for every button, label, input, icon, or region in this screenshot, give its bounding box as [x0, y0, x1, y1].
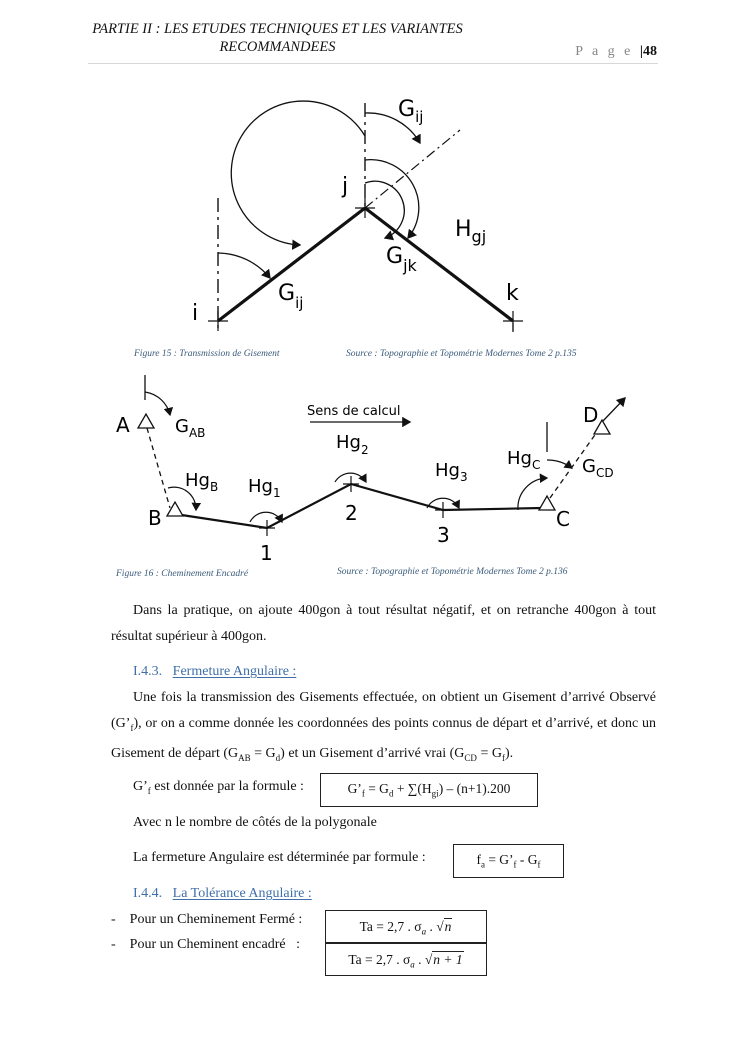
arc-inner	[365, 181, 404, 238]
label-hgb: $Hg_B$	[185, 470, 219, 494]
point-2-cross	[343, 476, 359, 492]
label-a: A	[116, 413, 130, 437]
page-label: P a g e	[575, 44, 634, 59]
arc-gij-low	[218, 253, 270, 278]
label-1: 1	[260, 541, 273, 565]
n-definition: Avec n le nombre de côtés de la polygonale	[133, 815, 377, 830]
label-hg1: $Hg_1$	[248, 476, 281, 500]
arc-gcd	[547, 460, 572, 468]
label-hgj: $H_{gj}$	[455, 217, 487, 246]
page-separator: |	[639, 44, 643, 59]
label-d: D	[583, 403, 599, 427]
bullet-encadre: - Pour un Cheminent encadré :	[111, 937, 300, 952]
header-title-line1: PARTIE II : LES ETUDES TECHNIQUES ET LES VARIANTES	[92, 21, 463, 37]
section-heading-tolerance	[133, 886, 312, 902]
arc-gjk	[365, 160, 419, 238]
label-hgc: $Hg_C$	[507, 448, 541, 472]
label-3: 3	[437, 523, 450, 547]
traverse-line	[175, 484, 542, 528]
page-indicator	[575, 44, 657, 60]
label-2: 2	[345, 501, 358, 525]
tolerance-encadre-box: Ta = 2,7 . $\sigma_a$ . √n + 1	[325, 943, 487, 976]
fermeture-intro: La fermeture Angulaire est déterminée par formule :	[133, 850, 426, 865]
label-i: i	[192, 301, 199, 326]
paragraph-fermeture: Une fois la transmission des Gisements effectuée, on obtient un Gisement d’arrivé Observé $(G’_f)$, or on a comme donnée les coordonnées des points connus de départ et d’arrivé, et donc un Gisement de départ $(G_{AB} = G_d)$ et un Gisement d’arrivé vrai $(G_{CD} = G_f)$.	[111, 690, 656, 763]
figure-15-caption: Figure 15 : Transmission de Gisement	[134, 349, 280, 359]
formula-gf-box: $G’_f = G_d + \sum(H_{gi}) - (n+1).200$	[320, 773, 538, 807]
station-c-triangle	[539, 496, 555, 510]
section-number-143: I.4.3.	[133, 664, 163, 679]
paragraph-400gon: Dans la pratique, on ajoute 400gon à tout résultat négatif, et on retranche 400gon à tout résultat supérieur à 400gon.	[111, 603, 656, 644]
figure-16-source: Source : Topographie et Topométrie Modernes Tome 2 p.136	[337, 567, 568, 577]
arc-hg1	[250, 512, 282, 522]
line-ab	[147, 428, 170, 508]
label-gij-top: $G_{ij}$	[398, 97, 424, 126]
header-title-line2: RECOMMANDEES	[219, 39, 336, 55]
arrow-d	[602, 398, 625, 422]
point-3-cross	[435, 502, 451, 518]
bullet-ferme: - Pour un Cheminement Fermé :	[111, 912, 303, 927]
section-title-144: La Tolérance Angulaire :	[172, 886, 312, 901]
label-c: C	[556, 507, 570, 531]
label-b: B	[148, 506, 162, 530]
station-a-triangle	[138, 414, 154, 428]
label-gab: $G_{AB}$	[175, 416, 206, 440]
section-heading-fermeture	[133, 664, 296, 680]
section-title-143: Fermeture Angulaire :	[172, 664, 297, 679]
tolerance-ferme-box: Ta = 2,7 . $\sigma_a$ . √n	[325, 910, 487, 943]
point-1-cross	[259, 520, 275, 536]
label-sens-de-calcul: Sens de calcul	[307, 404, 401, 419]
label-k: k	[506, 281, 519, 306]
formula-fa-box: $f_a$ = $G’_f - G_f$	[453, 844, 564, 878]
page-number: 48	[643, 44, 657, 59]
formula-intro: $G’_f$ est donnée par la formule :	[133, 779, 304, 796]
extension-line	[365, 130, 460, 208]
label-gjk: $G_{jk}$	[386, 244, 417, 275]
label-gcd: $G_{CD}$	[582, 456, 614, 480]
label-hg3: $Hg_3$	[435, 460, 468, 484]
figure-15-source: Source : Topographie et Topométrie Modernes Tome 2 p.135	[346, 349, 577, 359]
figure-16-diagram	[110, 370, 640, 570]
label-hg2: $Hg_2$	[336, 432, 369, 457]
header-title	[40, 20, 515, 56]
section-number-144: I.4.4.	[133, 886, 163, 901]
station-b-triangle	[167, 502, 183, 516]
label-j: j	[342, 174, 349, 199]
label-gij-low: $G_{ij}$	[278, 281, 304, 312]
header-rule	[88, 63, 658, 64]
figure-15-diagram	[170, 88, 519, 338]
figure-16-caption: Figure 16 : Cheminement Encadré	[116, 569, 249, 579]
arc-gab	[145, 392, 170, 415]
